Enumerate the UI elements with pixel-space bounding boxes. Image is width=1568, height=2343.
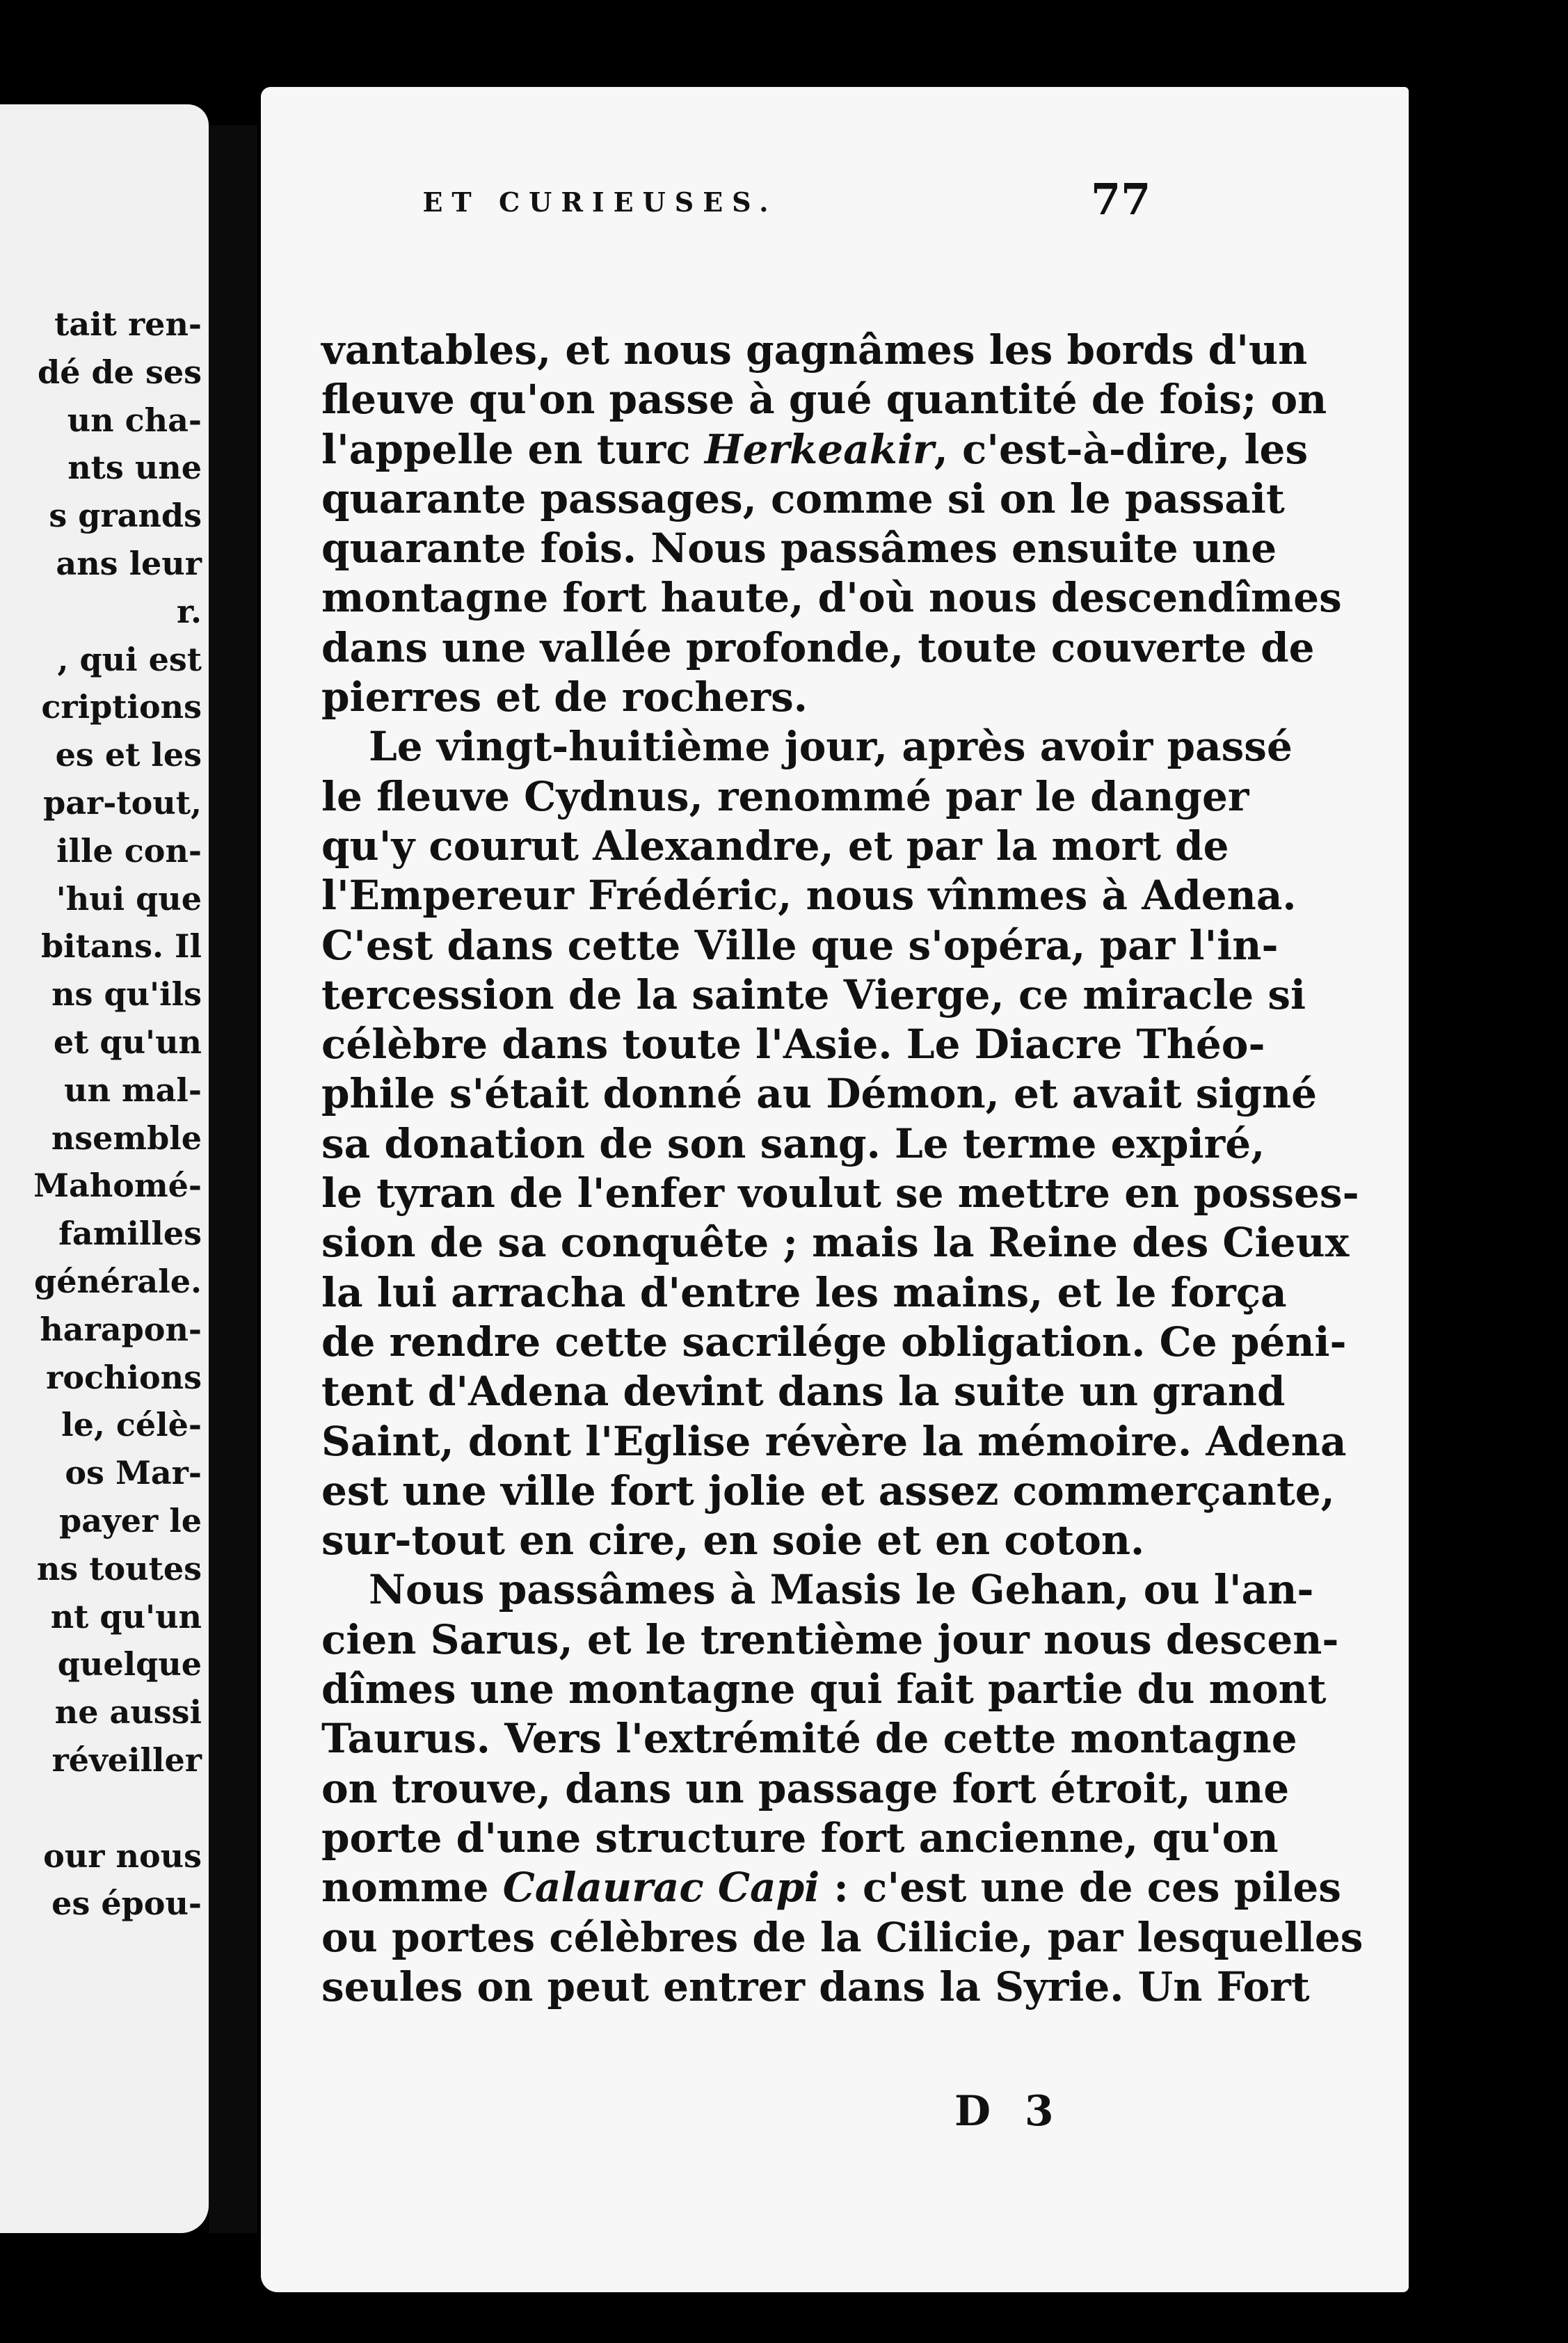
signature-mark: D 3 xyxy=(954,2087,1064,2136)
text-line: sa donation de son sang. Le terme expiré, xyxy=(321,1119,1265,1167)
facing-page-line: un mal- xyxy=(64,1071,202,1109)
text-line: dîmes une montagne qui fait partie du mont xyxy=(321,1665,1327,1713)
running-head: ET CURIEUSES. xyxy=(422,186,778,218)
text-line: tent d'Adena devint dans la suite un grand xyxy=(321,1368,1286,1416)
facing-page-line: tait ren- xyxy=(54,305,202,343)
text-line: le fleuve Cydnus, renommé par le danger xyxy=(321,772,1249,820)
text-line: le tyran de l'enfer voulut se mettre en posses- xyxy=(321,1169,1359,1217)
text-line: vantables, et nous gagnâmes les bords d'un xyxy=(321,326,1308,374)
text-line: de rendre cette sacrilége obligation. Ce péni- xyxy=(321,1318,1347,1366)
facing-page-line: un cha- xyxy=(67,401,202,439)
facing-page-line: ans leur xyxy=(56,544,202,582)
facing-page-line: ns qu'ils xyxy=(51,975,202,1014)
book-gutter xyxy=(209,125,257,2233)
facing-page-line: es épou- xyxy=(51,1885,202,1923)
facing-page-line: s grands xyxy=(49,497,202,535)
text-line: quarante fois. Nous passâmes ensuite une xyxy=(321,525,1277,573)
facing-page-line: payer le xyxy=(59,1501,202,1540)
facing-page-line: os Mar- xyxy=(65,1454,202,1492)
facing-page-line: criptions xyxy=(41,688,202,726)
text-line: C'est dans cette Ville que s'opéra, par l'in- xyxy=(321,921,1279,969)
text-line: Taurus. Vers l'extrémité de cette montagne xyxy=(321,1715,1297,1763)
text-line: Saint, dont l'Eglise révère la mémoire. Adena xyxy=(321,1417,1347,1465)
text-line: est une ville fort jolie et assez commerçante, xyxy=(321,1466,1335,1514)
facing-page-line xyxy=(33,1784,202,1832)
facing-page-text xyxy=(33,301,202,1928)
facing-page-line: ns toutes xyxy=(36,1549,202,1588)
facing-page-line: ne aussi xyxy=(54,1693,202,1732)
text-line: célèbre dans toute l'Asie. Le Diacre Théo- xyxy=(321,1021,1265,1069)
facing-page-line: rochions xyxy=(46,1358,202,1396)
facing-page-line: Mahomé- xyxy=(33,1167,202,1205)
facing-page-line: bitans. Il xyxy=(40,927,202,966)
text-line: ou portes célèbres de la Cilicie, par lesquelles xyxy=(321,1913,1363,1961)
text-line: montagne fort haute, d'où nous descendîmes xyxy=(321,574,1342,622)
text-line: seules on peut entrer dans la Syrie. Un Fort xyxy=(321,1962,1310,2010)
text-line: dans une vallée profonde, toute couverte de xyxy=(321,623,1315,671)
facing-page-line: nts une xyxy=(67,449,202,487)
facing-page-line: 'hui que xyxy=(56,879,202,918)
facing-page-line: harapon- xyxy=(40,1310,202,1348)
text-line: tercession de la sainte Vierge, ce miracle si xyxy=(321,970,1306,1018)
text-line: la lui arracha d'entre les mains, et le força xyxy=(321,1268,1287,1316)
facing-page-line: générale. xyxy=(34,1262,202,1300)
facing-page-line: le, célè- xyxy=(61,1406,202,1444)
facing-page-line: et qu'un xyxy=(53,1023,202,1061)
facing-page-line: nsemble xyxy=(51,1119,202,1157)
facing-page-left xyxy=(0,104,209,2233)
text-line: sur-tout en cire, en soie et en coton. xyxy=(321,1517,1145,1565)
facing-page-line: r. xyxy=(176,592,202,630)
facing-page-line: réveiller xyxy=(51,1741,202,1779)
text-line: l'appelle en turc Herkeakir, c'est-à-dire, les xyxy=(321,425,1309,473)
italic-term: Calaurac Capi xyxy=(502,1864,820,1912)
text-line: phile s'était donné au Démon, et avait signé xyxy=(321,1070,1318,1118)
facing-page-line: es et les xyxy=(55,736,202,774)
facing-page-line: our nous xyxy=(43,1837,202,1875)
text-line: Nous passâmes à Masis le Gehan, ou l'an- xyxy=(369,1566,1314,1614)
text-line: qu'y courut Alexandre, et par la mort de xyxy=(321,822,1229,870)
facing-page-line: ille con- xyxy=(56,831,202,870)
page-body-text xyxy=(321,326,1363,2012)
text-line: fleuve qu'on passe à gué quantité de fois; on xyxy=(321,376,1327,424)
text-line: cien Sarus, et le trentième jour nous descen- xyxy=(321,1615,1339,1663)
facing-page-line: familles xyxy=(58,1215,202,1253)
facing-page-line: , qui est xyxy=(57,640,202,678)
italic-term: Herkeakir xyxy=(704,425,934,473)
facing-page-line: dé de ses xyxy=(38,353,202,391)
facing-page-line: par-tout, xyxy=(43,783,202,822)
text-line: l'Empereur Frédéric, nous vînmes à Adena. xyxy=(321,872,1297,920)
text-line: porte d'une structure fort ancienne, qu'on xyxy=(321,1814,1279,1862)
text-line: nomme Calaurac Capi : c'est une de ces piles xyxy=(321,1864,1341,1912)
text-line: sion de sa conquête ; mais la Reine des Cieux xyxy=(321,1219,1350,1267)
text-line: Le vingt-huitième jour, après avoir passé xyxy=(369,723,1293,771)
page-number: 77 xyxy=(1091,174,1151,225)
facing-page-line: nt qu'un xyxy=(50,1597,202,1636)
facing-page-line: quelque xyxy=(57,1645,202,1684)
text-line: quarante passages, comme si on le passait xyxy=(321,474,1285,522)
text-line: on trouve, dans un passage fort étroit, une xyxy=(321,1764,1290,1812)
text-line: pierres et de rochers. xyxy=(321,673,808,721)
